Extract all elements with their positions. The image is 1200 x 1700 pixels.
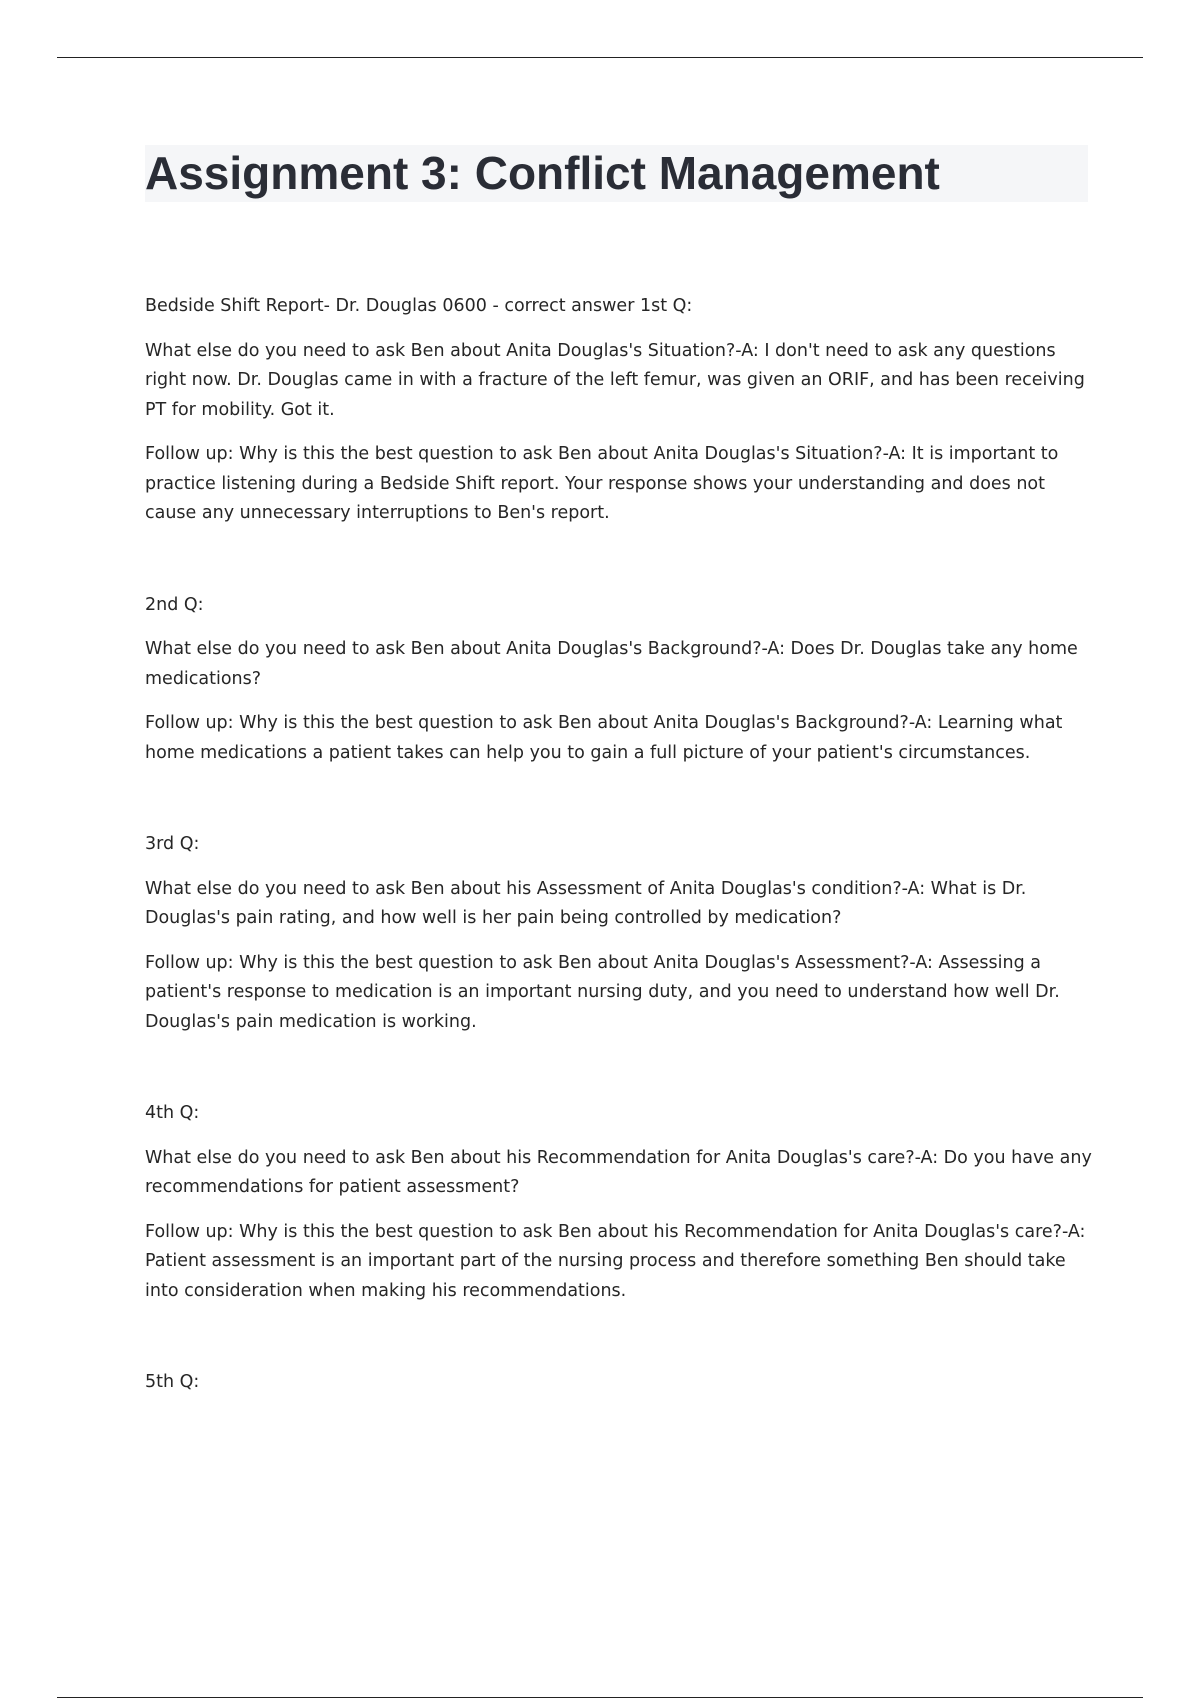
question-section-2 [145, 591, 1095, 769]
question-text: What else do you need to ask Ben about Anita Douglas's Situation?-A: I don't need to ask any questions right now. Dr. Douglas came in with a fracture of the left femur, was given an ORIF, and has been receiving PT for mobility. Got it. [145, 340, 1085, 420]
question-label: 3rd Q: [145, 834, 200, 854]
followup-text: Follow up: Why is this the best question to ask Ben about his Recommendation for Anita Douglas's care?-A: Patient assessment is an important part of the nursing process and therefore something Ben should take into consideration when making his recommendations. [145, 1221, 1086, 1301]
question-label: 5th Q: [145, 1372, 200, 1392]
followup-text: Follow up: Why is this the best question to ask Ben about Anita Douglas's Background?-A: Learning what home medications a patient takes can help you to gain a full picture of your patient's circumstances. [145, 713, 1063, 763]
question-label: 4th Q: [145, 1103, 200, 1123]
followup-text: Follow up: Why is this the best question to ask Ben about Anita Douglas's Assessment?-A: Assessing a patient's response to medication is an important nursing duty, and you need to understand how well Dr. Douglas's pain medication is working. [145, 952, 1060, 1032]
question-text: What else do you need to ask Ben about his Recommendation for Anita Douglas's care?-A: Do you have any recommendations for patient assessment? [145, 1147, 1092, 1197]
question-section-5 [145, 1368, 1095, 1398]
document-title: Assignment 3: Conflict Management [145, 147, 940, 199]
question-text: What else do you need to ask Ben about his Assessment of Anita Douglas's condition?-A: What is Dr. Douglas's pain rating, and how well is her pain being controlled by medication? [145, 878, 1027, 928]
bottom-rule [57, 1697, 1143, 1698]
question-section-4 [145, 1099, 1095, 1306]
question-section-1 [145, 292, 1095, 529]
question-label: 2nd Q: [145, 594, 204, 615]
question-section-3 [145, 830, 1095, 1037]
question-text: What else do you need to ask Ben about Anita Douglas's Background?-A: Does Dr. Douglas take any home medications? [145, 639, 1078, 689]
top-rule [57, 57, 1143, 58]
title-banner [145, 145, 1088, 202]
followup-text: Follow up: Why is this the best question to ask Ben about Anita Douglas's Situation?-A: It is important to practice listening during a Bedside Shift report. Your response shows your understanding and does not cause any unnecessary interruptions to Ben's report. [145, 444, 1059, 523]
intro-line: Bedside Shift Report- Dr. Douglas 0600 - correct answer 1st Q: [145, 296, 693, 316]
document-body [145, 292, 1095, 1413]
